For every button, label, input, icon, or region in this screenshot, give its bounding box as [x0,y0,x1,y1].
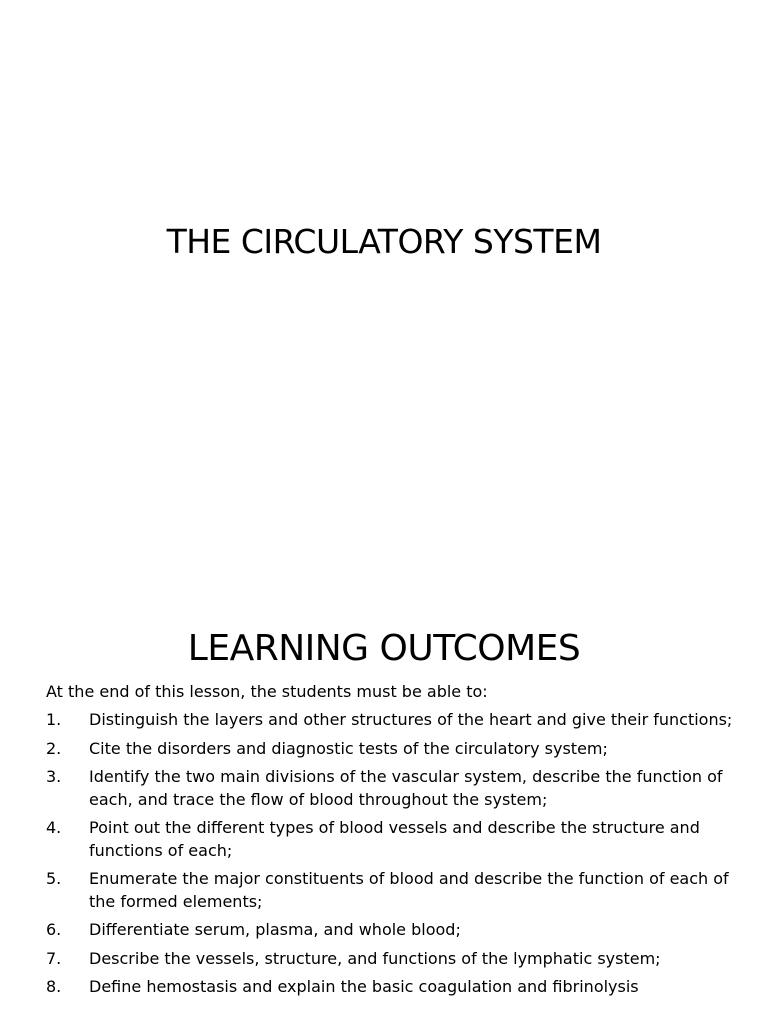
slide-heading: LEARNING OUTCOMES [187,628,581,669]
list-item [46,817,736,862]
item-number: 1. [46,710,62,729]
item-number: 5. [46,869,62,888]
item-text: Point out the different types of blood vessels and describe the structure and functions of each; [89,818,700,860]
item-number: 3. [46,767,62,786]
list-item [46,919,736,942]
item-text: Enumerate the major constituents of blood and describe the function of each of the formed elements; [89,869,729,911]
item-number: 8. [46,977,62,996]
item-text: Cite the disorders and diagnostic tests of the circulatory system; [89,738,608,758]
list-item [46,976,736,999]
item-number: 6. [46,920,62,939]
item-text: Distinguish the layers and other structures of the heart and give their functions; [89,710,733,729]
item-text: Describe the vessels, structure, and functions of the lymphatic system; [89,948,661,968]
item-text: Identify the two main divisions of the vascular system, describe the function of each, and trace the flow of blood throughout the system; [89,767,723,809]
list-item [46,766,736,811]
intro-text: At the end of this lesson, the students must be able to: [46,682,488,701]
item-number: 2. [46,738,62,758]
item-number: 7. [46,948,62,968]
slide-title: THE CIRCULATORY SYSTEM [166,222,602,261]
item-text: Differentiate serum, plasma, and whole blood; [89,920,461,939]
item-number: 4. [46,818,62,837]
list-item [46,709,736,732]
list-item [46,738,736,761]
list-item [46,948,736,971]
list-item [46,868,736,913]
outcomes-list [46,709,736,1005]
item-text: Define hemostasis and explain the basic coagulation and fibrinolysis [89,977,639,996]
learning-outcomes-slide [0,576,768,1024]
